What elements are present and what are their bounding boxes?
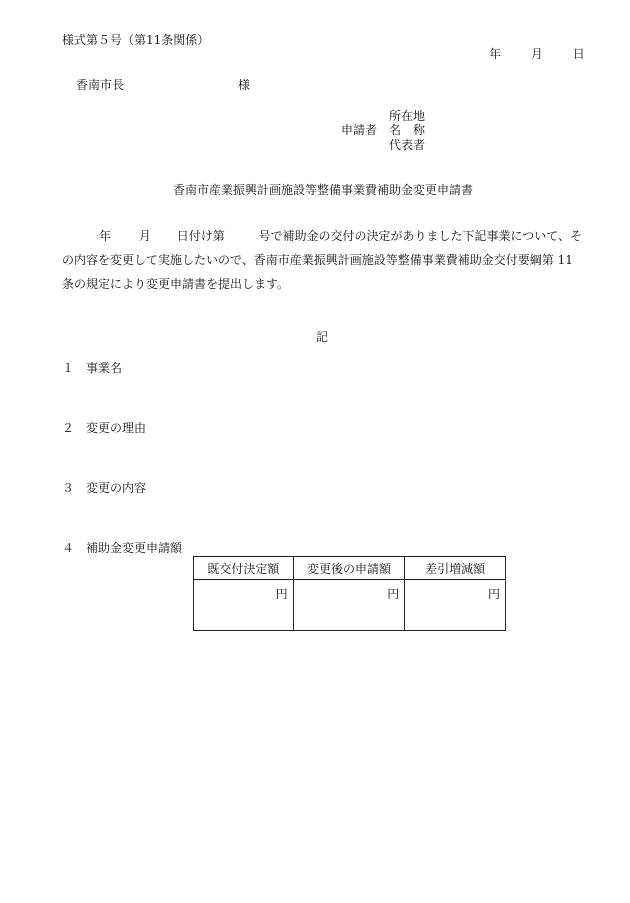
date-month-label: 月	[530, 47, 543, 61]
body-day-prefix: 日付け第	[176, 229, 225, 243]
applicant-label: 申請者	[341, 123, 378, 137]
header-date	[489, 48, 585, 60]
addressee-honorific: 様	[238, 78, 251, 92]
applicant-rep-label: 代表者	[389, 138, 426, 152]
previous-amount-cell[interactable]	[194, 580, 294, 631]
item-4-label: 補助金変更申請額	[86, 541, 183, 555]
item-2-label: 変更の理由	[86, 421, 147, 435]
applicant-address-label: 所在地	[389, 109, 426, 123]
item-3-label: 変更の内容	[86, 481, 147, 495]
difference-cell[interactable]	[405, 580, 506, 631]
body-month: 月	[138, 229, 151, 243]
body-year: 年	[99, 229, 112, 243]
item-4-number: ４	[62, 541, 75, 555]
ki-heading: 記	[316, 330, 329, 344]
item-1-number: １	[62, 361, 75, 375]
amount-table	[193, 556, 506, 631]
body-line-2: の内容を変更して実施したいので、香南市産業振興計画施設等整備事業費補助金交付要綱第 11	[62, 253, 573, 267]
form-number: 様式第５号（第11条関係）	[62, 33, 210, 47]
yen-unit: 円	[387, 587, 400, 601]
body-line-3: 条の規定により変更申請書を提出します。	[62, 277, 290, 291]
date-year-label: 年	[489, 47, 502, 61]
body-line-1	[62, 224, 582, 248]
yen-unit: 円	[275, 587, 288, 601]
header-new-amount: 変更後の申請額	[293, 557, 405, 580]
body-paragraph	[62, 224, 582, 296]
header-previous-amount: 既交付決定額	[194, 557, 294, 580]
amount-table-value-row	[194, 580, 506, 631]
item-2-number: ２	[62, 421, 75, 435]
item-1-label: 事業名	[86, 361, 123, 375]
addressee-name: 香南市長	[76, 78, 125, 92]
yen-unit: 円	[487, 587, 500, 601]
applicant-name-label: 名 称	[389, 123, 426, 137]
date-day-label: 日	[572, 47, 585, 61]
amount-table-header-row	[194, 557, 506, 580]
header-difference: 差引増減額	[405, 557, 506, 580]
document-title: 香南市産業振興計画施設等整備事業費補助金変更申請書	[173, 183, 474, 197]
item-3-number: ３	[62, 481, 75, 495]
new-amount-cell[interactable]	[293, 580, 405, 631]
body-rest: 号で補助金の交付の決定がありました下記事業について、そ	[258, 229, 583, 243]
